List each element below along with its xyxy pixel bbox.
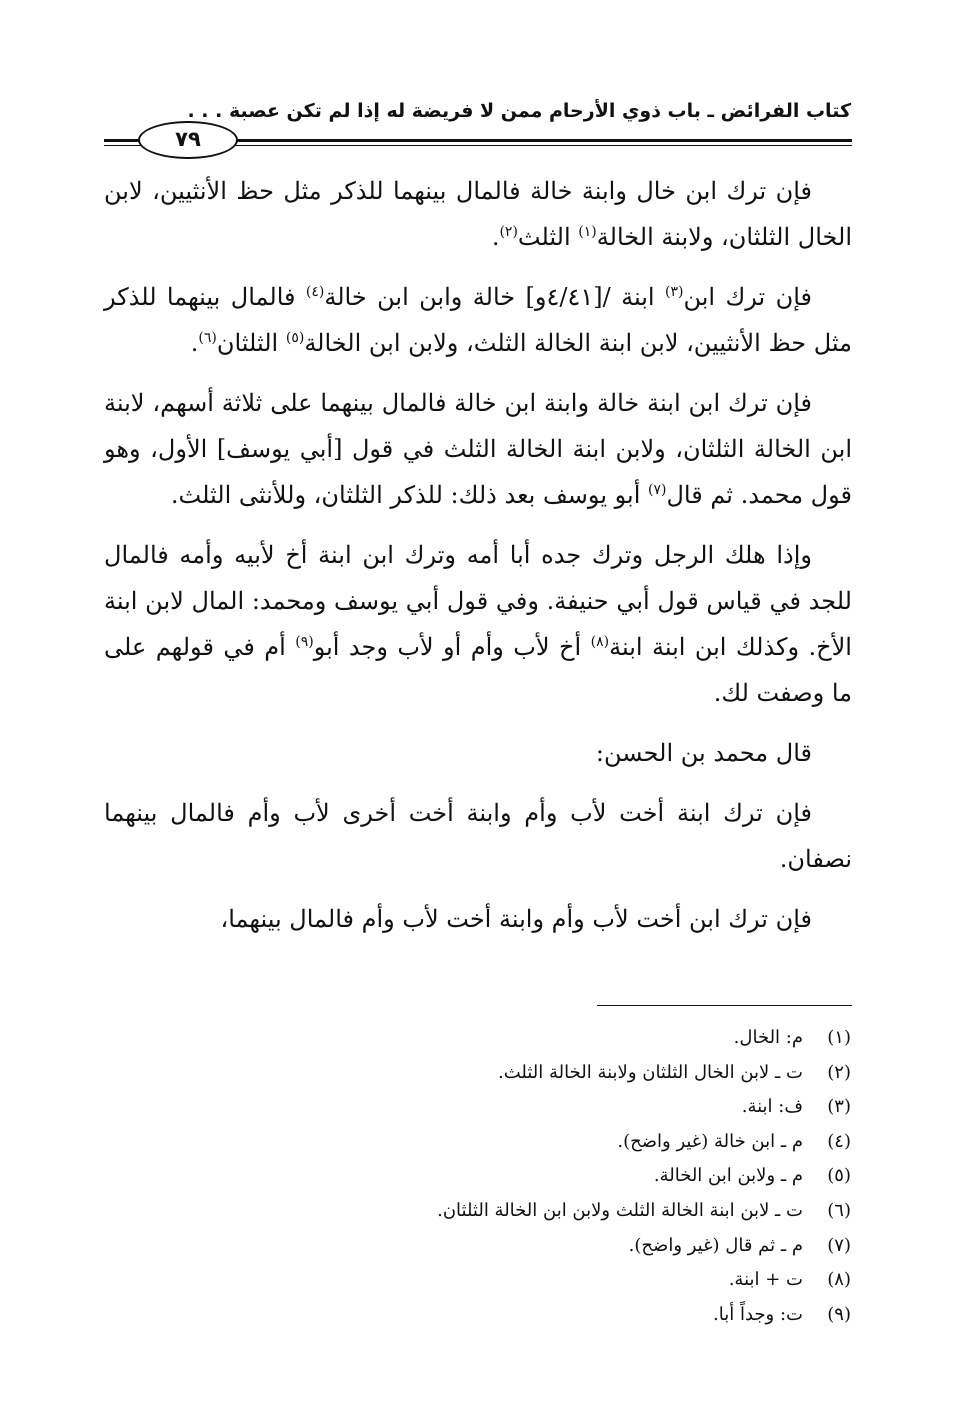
footnote-marker: (٣) xyxy=(664,284,684,300)
footnotes xyxy=(103,1021,851,1332)
footnote-item xyxy=(103,1263,851,1298)
paragraph-text: أخ لأب وأم أو لأب وجد أبو xyxy=(313,633,591,661)
footnote-text: ف: ابنة. xyxy=(741,1096,803,1118)
paragraph xyxy=(104,730,852,776)
footnote-marker: (٨) xyxy=(590,634,610,650)
paragraph-text: فإن ترك ابن خال وابنة خالة فالمال بينهما للذكر مثل حظ الأنثيين، لابن الخال الثلثان، ولابنة الخالة xyxy=(104,177,852,251)
paragraph-text: فالمال بينهما للذكر مثل حظ الأنثيين، لابن ابنة الخالة الثلث، ولابن ابن الخالة xyxy=(104,283,852,357)
footnote-text: م ـ ولابن ابن الخالة. xyxy=(653,1165,803,1187)
footnote-item xyxy=(103,1021,851,1056)
footnote-number: (٣) xyxy=(827,1096,851,1118)
footnote-marker: (٥) xyxy=(285,330,305,346)
footnote-marker: (٩) xyxy=(295,634,314,650)
footnote-text: م ـ ثم قال (غير واضح). xyxy=(628,1234,803,1256)
paragraph-text: فإن ترك ابنة أخت لأب وأم وابنة أخت أخرى لأب وأم فالمال بينهما نصفان. xyxy=(104,799,852,873)
paragraph xyxy=(104,274,852,366)
paragraph xyxy=(104,532,852,716)
paragraph-text: الثلثان xyxy=(216,329,286,357)
paragraph xyxy=(104,896,852,942)
footnote-text: ت ـ لابن الخال الثلثان ولابنة الخالة الثلث. xyxy=(498,1061,803,1083)
footnote-number: (٤) xyxy=(827,1130,851,1152)
paragraph-text: . xyxy=(491,223,500,251)
footnote-number: (٩) xyxy=(827,1303,851,1325)
page-number: ٧٩ xyxy=(138,121,238,159)
footnote-text: ت + ابنة. xyxy=(728,1269,803,1291)
footnote-text: م: الخال. xyxy=(733,1027,803,1048)
running-header-title: كتاب الفرائض ـ باب ذوي الأرحام ممن لا فريضة له إذا لم تكن عصبة . . . xyxy=(187,100,851,122)
footnote-separator xyxy=(597,1005,852,1006)
footnote-item xyxy=(103,1229,851,1264)
footnote-marker: (٦) xyxy=(198,330,217,346)
footnote-marker: (٤) xyxy=(305,284,325,300)
paragraph xyxy=(104,380,852,518)
paragraph-text: ابنة /[٤/٤١و] خالة وابن ابن خالة xyxy=(324,283,665,311)
paragraph-text: فإن ترك ابن xyxy=(683,283,812,311)
footnote-item xyxy=(103,1056,851,1091)
footnote-text: م ـ ابن خالة (غير واضح). xyxy=(617,1130,803,1152)
paragraph-text: قال محمد بن الحسن: xyxy=(595,739,812,767)
footnote-item xyxy=(103,1090,851,1125)
footnote-number: (٧) xyxy=(827,1234,851,1256)
paragraph-text: أم في قولهم على ما وصفت لك. xyxy=(104,633,852,707)
footnote-number: (١) xyxy=(827,1027,851,1048)
footnote-marker: (٢) xyxy=(499,224,518,240)
body-text xyxy=(104,168,852,956)
paragraph-text: فإن ترك ابن أخت لأب وأم وابنة أخت لأب وأم فالمال بينهما، xyxy=(220,905,812,933)
paragraph-text: . xyxy=(190,329,199,357)
footnote-number: (٦) xyxy=(827,1199,851,1221)
footnote-item xyxy=(103,1194,851,1229)
paragraph xyxy=(104,790,852,882)
paragraph xyxy=(104,168,852,260)
footnote-text: ت ـ لابن ابنة الخالة الثلث ولابن ابن الخالة الثلثان. xyxy=(437,1199,803,1221)
footnote-text: ت: وجداً أبا. xyxy=(713,1303,803,1325)
paragraph-text: أبو يوسف بعد ذلك: للذكر الثلثان، وللأنثى الثلث. xyxy=(170,481,648,509)
footnote-item xyxy=(103,1125,851,1160)
footnote-number: (٢) xyxy=(827,1061,851,1083)
footnote-marker: (٧) xyxy=(648,482,667,498)
paragraph-text: الثلث xyxy=(517,223,579,251)
footnote-number: (٨) xyxy=(827,1269,851,1291)
paragraph-text: فإن ترك ابن ابنة خالة وابنة ابن خالة فالمال بينهما على ثلاثة أسهم، لابنة ابن الخالة الثلثان، ولابن ابنة الخالة الثلث في قول [أبي يوسف] الأول، وهو قول محمد. ثم قال xyxy=(104,389,852,509)
paragraph-text: وإذا هلك الرجل وترك جده أبا أمه وترك ابن ابنة أخ لأبيه وأمه فالمال للجد في قياس قول أبي حنيفة. وفي قول أبي يوسف ومحمد: المال لابن ابنة الأخ. وكذلك ابن ابنة ابنة xyxy=(104,541,852,661)
footnote-number: (٥) xyxy=(827,1165,851,1187)
footnote-item xyxy=(103,1298,851,1333)
footnote-marker: (١) xyxy=(578,224,597,240)
footnote-item xyxy=(103,1159,851,1194)
